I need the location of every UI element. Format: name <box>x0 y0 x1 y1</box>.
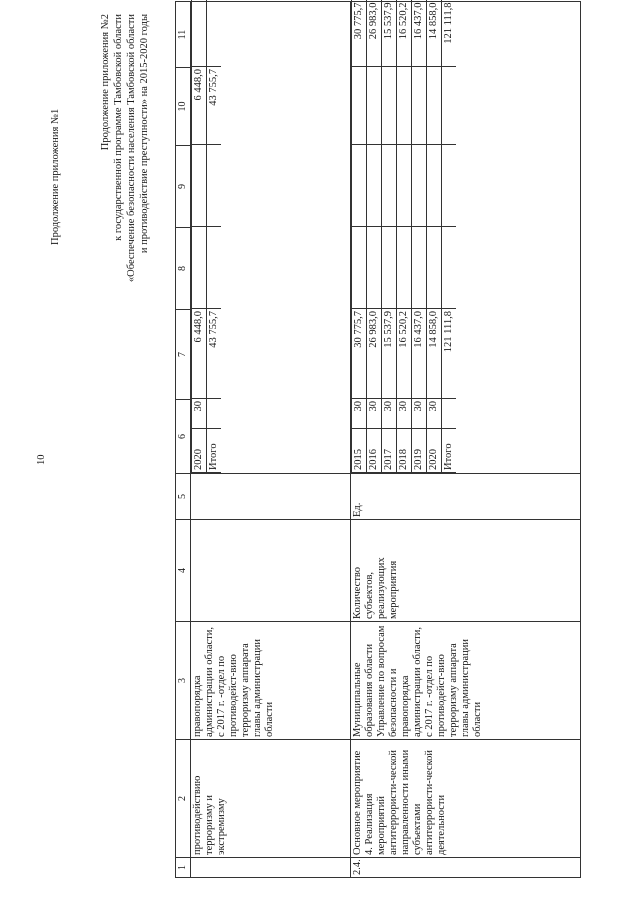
federal-funding <box>207 227 222 309</box>
year: 2020 <box>192 429 207 473</box>
local-budget: 16 437,0 <box>412 1 427 67</box>
indicator: Количество субъектов, реализующих мероприятия <box>351 520 581 622</box>
year: 2017 <box>382 429 397 473</box>
total-funding: 6 448,0 <box>192 309 207 399</box>
header-line-4: и противодействие преступности» на 2015-2020 годы <box>139 14 150 254</box>
regional-budget: 6 448,0 <box>192 67 207 145</box>
indicator-value: 30 <box>427 399 442 429</box>
regional-funding <box>442 145 457 227</box>
regional-funding <box>412 145 427 227</box>
year-line <box>352 1 367 473</box>
year-line <box>207 1 222 473</box>
regional-budget <box>397 67 412 145</box>
col-num: 9 <box>176 146 191 228</box>
local-budget: 16 520,2 <box>397 1 412 67</box>
federal-funding <box>367 227 382 309</box>
year-lines <box>191 2 351 474</box>
regional-budget <box>352 67 367 145</box>
table-row <box>351 2 581 878</box>
regional-budget <box>427 67 442 145</box>
indicator-value <box>442 399 457 429</box>
page-number: 10 <box>36 454 47 465</box>
col-num: 6 <box>176 400 191 474</box>
federal-funding <box>442 227 457 309</box>
total-funding: 15 537,9 <box>382 309 397 399</box>
local-budget <box>192 1 207 67</box>
regional-budget: 43 755,7 <box>207 67 222 145</box>
federal-funding <box>192 227 207 309</box>
regional-budget <box>442 67 457 145</box>
total-funding: 26 983,0 <box>367 309 382 399</box>
federal-funding <box>382 227 397 309</box>
regional-funding <box>192 145 207 227</box>
indicator-value <box>207 399 222 429</box>
regional-budget <box>412 67 427 145</box>
local-budget: 121 111,8 <box>442 1 457 67</box>
year: 2015 <box>352 429 367 473</box>
year-line <box>442 1 457 473</box>
regional-funding <box>397 145 412 227</box>
total-funding: 16 437,0 <box>412 309 427 399</box>
year: Итого <box>442 429 457 473</box>
federal-funding <box>397 227 412 309</box>
column-number-row <box>176 2 191 878</box>
total-funding: 43 755,7 <box>207 309 222 399</box>
indicator-value: 30 <box>412 399 427 429</box>
header-line-3: «Обеспечение безопасности населения Тамбовской области <box>126 14 137 283</box>
regional-budget <box>367 67 382 145</box>
year-line <box>397 1 412 473</box>
col-num: 10 <box>176 68 191 146</box>
header-line-2: к государственной программе Тамбовской области <box>113 14 124 241</box>
year: 2019 <box>412 429 427 473</box>
year: 2016 <box>367 429 382 473</box>
regional-budget <box>382 67 397 145</box>
year: Итого <box>207 429 222 473</box>
program-table <box>175 1 581 878</box>
col-num: 11 <box>176 2 191 68</box>
year-line <box>412 1 427 473</box>
local-budget <box>207 1 222 67</box>
local-budget: 15 537,9 <box>382 1 397 67</box>
executor: правопорядка администрации области, с 2017 г. -отдел по противодейст-вию терроризму аппарата главы администрации области <box>191 622 351 740</box>
local-budget: 30 775,7 <box>352 1 367 67</box>
indicator-value: 30 <box>382 399 397 429</box>
row-number <box>191 858 351 878</box>
col-num: 5 <box>176 474 191 520</box>
executor: Муниципальные образования области Управление по вопросам безопасности и правопорядка администрации области, с 2017 г. -отдел по противодейст-вию терроризму аппарата главы администрации области <box>351 622 581 740</box>
local-budget: 26 983,0 <box>367 1 382 67</box>
unit: Ед. <box>351 474 581 520</box>
row-number: 2.4. <box>351 858 581 878</box>
col-num: 4 <box>176 520 191 622</box>
local-budget: 14 858,0 <box>427 1 442 67</box>
measure-name: Основное мероприятие 4. Реализация мероприятий антитеррористи-ческой направленности иными субъектами антитеррористи-ческой деятельности <box>351 740 581 858</box>
regional-funding <box>427 145 442 227</box>
indicator-value: 30 <box>367 399 382 429</box>
col-num: 3 <box>176 622 191 740</box>
year-line <box>382 1 397 473</box>
indicator-value: 30 <box>352 399 367 429</box>
year-line <box>367 1 382 473</box>
indicator-value: 30 <box>192 399 207 429</box>
col-num: 7 <box>176 310 191 400</box>
header-line-1: Продолжение приложения №2 <box>100 14 111 151</box>
year-line <box>192 1 207 473</box>
indicator <box>191 520 351 622</box>
regional-funding <box>352 145 367 227</box>
year-table <box>191 1 221 474</box>
measure-name: противодействию терроризму и экстремизму <box>191 740 351 858</box>
total-funding: 16 520,2 <box>397 309 412 399</box>
continuation-title: Продолжение приложения №1 <box>50 108 61 245</box>
regional-funding <box>367 145 382 227</box>
col-num: 1 <box>176 858 191 878</box>
federal-funding <box>412 227 427 309</box>
col-num: 2 <box>176 740 191 858</box>
col-num: 8 <box>176 228 191 310</box>
indicator-value: 30 <box>397 399 412 429</box>
regional-funding <box>382 145 397 227</box>
year: 2020 <box>427 429 442 473</box>
year: 2018 <box>397 429 412 473</box>
year-lines <box>351 2 581 474</box>
total-funding: 14 858,0 <box>427 309 442 399</box>
total-funding: 30 775,7 <box>352 309 367 399</box>
federal-funding <box>427 227 442 309</box>
unit <box>191 474 351 520</box>
year-line <box>427 1 442 473</box>
year-table <box>351 1 456 474</box>
regional-funding <box>207 145 222 227</box>
federal-funding <box>352 227 367 309</box>
total-funding: 121 111,8 <box>442 309 457 399</box>
table-row <box>191 2 351 878</box>
